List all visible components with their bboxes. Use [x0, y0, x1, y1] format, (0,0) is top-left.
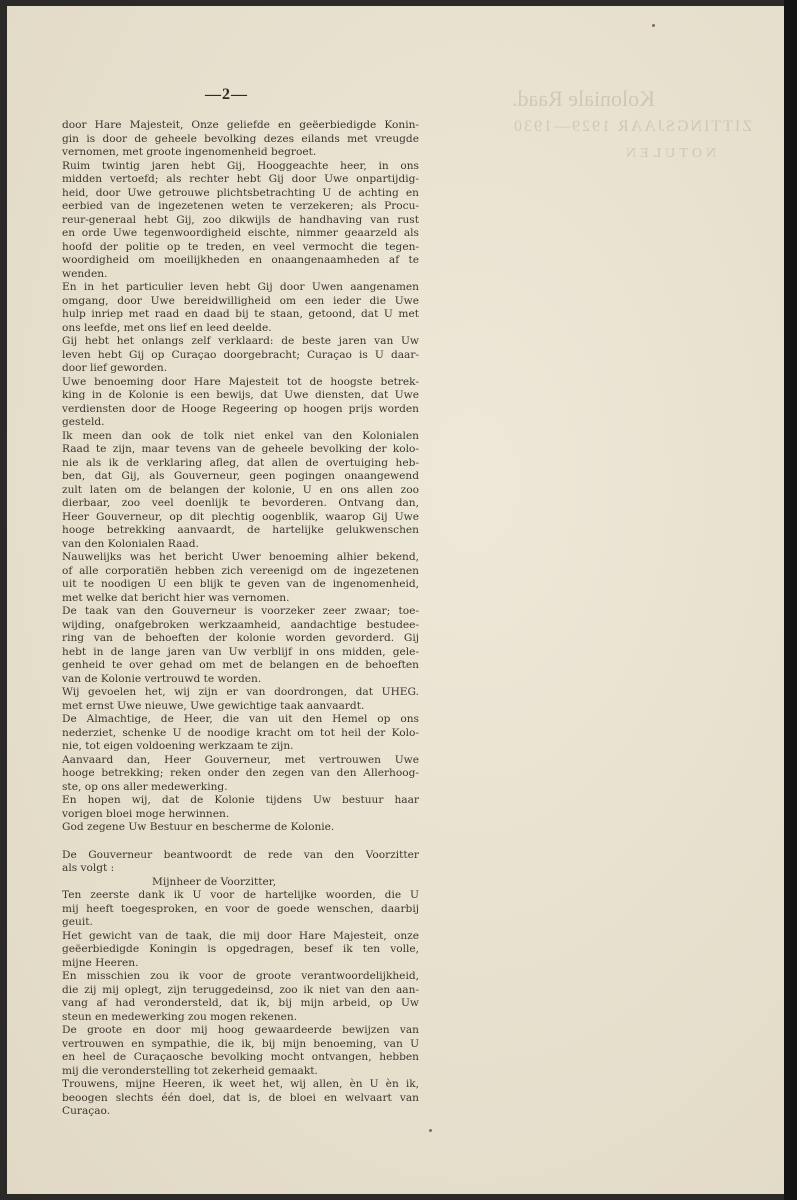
paragraph: [62, 605, 419, 686]
paragraph: [62, 1078, 419, 1119]
text-line: van den Kolonialen Raad.: [62, 537, 199, 550]
paragraph: [62, 160, 419, 282]
text-line: ben, dat Gij, als Gouverneur, geen pogingen onaangewend: [62, 470, 419, 482]
text-line: hebt in de lange jaren van Uw verblijf in ons midden, gele-: [62, 645, 419, 658]
paragraph: [62, 551, 419, 605]
text-line: Nauwelijks was het bericht Uwer benoeming alhier bekend,: [62, 551, 419, 563]
paragraph: [62, 1024, 419, 1078]
text-line: Mijnheer de Voorzitter,: [152, 875, 277, 888]
bleed-line-2: ZITTINGSJAAR 1929—1930: [512, 118, 752, 135]
bleed-line-3: NOTULEN: [622, 146, 717, 161]
text-line: De Almachtige, de Heer, die van uit den Hemel op ons: [62, 713, 419, 725]
paragraph: [62, 970, 419, 1024]
text-line: leven hebt Gij op Curaçao doorgebracht; Curaçao is U daar-: [62, 348, 419, 361]
text-line: steun en medewerking zou mogen rekenen.: [62, 1010, 298, 1023]
paragraph: [62, 335, 419, 376]
text-line: reur-generaal hebt Gij, zoo dikwijls de handhaving van rust: [62, 213, 419, 226]
margin-speck: [652, 24, 655, 27]
paragraph: [62, 876, 419, 890]
paragraph: [62, 281, 419, 335]
text-line: En in het particulier leven hebt Gij door Uwen aangenamen: [62, 281, 419, 293]
text-line: vertrouwen en sympathie, die ik, bij mijn benoeming, van U: [62, 1037, 419, 1050]
text-line: hoofd der politie op te treden, en veel vermocht die tegen-: [62, 240, 419, 253]
paragraph: [62, 430, 419, 552]
text-line: van de Kolonie vertrouwd te worden.: [62, 672, 262, 685]
text-line: mij heeft toegesproken, en voor de goede wenschen, daarbij: [62, 902, 419, 915]
text-line: De taak van den Gouverneur is voorzeker zeer zwaar; toe-: [62, 605, 419, 617]
text-line: Raad te zijn, maar tevens van de geheele bevolking der kolo-: [62, 443, 419, 455]
paragraph-gap: [62, 835, 419, 849]
text-line: gesteld.: [62, 416, 105, 428]
text-line: vernomen, met groote ingenomenheid begroet.: [62, 146, 317, 158]
paragraph: [62, 849, 419, 876]
text-line: wijding, onafgebroken werkzaamheid, aandachtige bestudee-: [62, 618, 419, 631]
paragraph: [62, 930, 419, 971]
text-line: wenden.: [62, 267, 108, 280]
text-line: midden vertoefd; als rechter hebt Gij door Uwe onpartijdig-: [62, 173, 419, 185]
text-line: En hopen wij, dat de Kolonie tijdens Uw bestuur haar: [62, 794, 419, 806]
text-line: nederziet, schenke U de noodige kracht om tot heil der Kolo-: [62, 726, 419, 739]
text-line: De Gouverneur beantwoordt de rede van den Voorzitter: [62, 848, 419, 861]
text-line: zult laten om de belangen der kolonie, U en ons allen zoo: [62, 483, 419, 496]
text-line: Uwe benoeming door Hare Majesteit tot de hoogste betrek-: [62, 375, 419, 388]
paragraph: [62, 376, 419, 430]
page-number: —2—: [205, 86, 248, 103]
text-line: omgang, door Uwe bereidwilligheid om een ieder die Uwe: [62, 294, 419, 307]
text-line: nie als ik de verklaring afleg, dat allen de overtuiging heb-: [62, 456, 419, 469]
text-line: hooge betrekking aanvaardt, de hartelijke gelukwenschen: [62, 524, 419, 536]
text-line: Gij hebt het onlangs zelf verklaard: de beste jaren van Uw: [62, 335, 419, 347]
text-line: En misschien zou ik voor de groote verantwoordelijkheid,: [62, 970, 419, 982]
body-text: [62, 119, 419, 1119]
text-line: Trouwens, mijne Heeren, ik weet het, wij allen, èn U èn ik,: [62, 1078, 419, 1090]
text-line: uit te noodigen U een blijk te geven van de ingenomenheid,: [62, 578, 419, 590]
text-line: Wij gevoelen het, wij zijn er van doordrongen, dat UHEG.: [62, 686, 419, 698]
text-line: genheid te over gehad om met de belangen en de behoeften: [62, 659, 419, 671]
text-line: door Hare Majesteit, Onze geliefde en geëerbiedigde Konin-: [62, 119, 419, 131]
margin-speck: [429, 1129, 432, 1132]
paragraph: [62, 686, 419, 713]
text-line: met ernst Uwe nieuwe, Uwe gewichtige taak aanvaardt.: [62, 699, 365, 712]
text-line: hulp inriep met raad en daad bij te staan, getoond, dat U met: [62, 308, 419, 320]
text-line: mijne Heeren.: [62, 956, 139, 969]
text-line: geuit.: [62, 916, 93, 928]
text-line: De groote en door mij hoog gewaardeerde bewijzen van: [62, 1024, 419, 1036]
paragraph: [62, 821, 419, 835]
text-line: die zij mij oplegt, zijn teruggedeinsd, zoo ik niet van den aan-: [62, 983, 419, 996]
text-line: eerbied van de ingezetenen weten te verzekeren; als Procu-: [62, 200, 419, 212]
text-line: nie, tot eigen voldoening werkzaam te zijn.: [62, 740, 294, 752]
text-line: en heel de Curaçaosche bevolking mocht ontvangen, hebben: [62, 1051, 419, 1063]
text-line: ste, op ons aller medewerking.: [62, 780, 228, 793]
text-line: ons leefde, met ons lief en leed deelde.: [62, 321, 272, 334]
text-line: heid, door Uwe getrouwe plichtsbetrachting U de achting en: [62, 186, 419, 199]
text-line: hooge betrekking; reken onder den zegen van den Allerhoog-: [62, 767, 419, 779]
text-line: mij die veronderstelling tot zekerheid gemaakt.: [62, 1064, 318, 1077]
paragraph: [62, 794, 419, 821]
text-line: als volgt :: [62, 862, 115, 874]
text-line: Ik meen dan ook de tolk niet enkel van den Kolonialen: [62, 429, 419, 442]
text-line: Curaçao.: [62, 1105, 111, 1117]
scan-border: [784, 0, 797, 1200]
text-line: door lief geworden.: [62, 362, 168, 374]
text-line: vorigen bloei moge herwinnen.: [62, 807, 230, 820]
text-line: God zegene Uw Bestuur en bescherme de Kolonie.: [62, 821, 335, 833]
text-line: gin is door de geheele bevolking dezes eilands met vreugde: [62, 132, 419, 145]
bleed-through-text: [512, 86, 782, 162]
text-line: woordigheid om moeilijkheden en onaangenaamheden af te: [62, 254, 419, 266]
bleed-line-1: Koloniale Raad.: [512, 86, 655, 111]
text-line: ring van de behoeften der kolonie worden gevorderd. Gij: [62, 632, 419, 644]
text-line: Aanvaard dan, Heer Gouverneur, met vertrouwen Uwe: [62, 753, 419, 766]
paragraph: [62, 889, 419, 930]
paragraph: [62, 754, 419, 795]
text-line: en orde Uwe tegenwoordigheid eischte, nimmer geaarzeld als: [62, 227, 419, 239]
text-line: met welke dat bericht hier was vernomen.: [62, 591, 290, 604]
paragraph: [62, 119, 419, 160]
text-line: king in de Kolonie is een bewijs, dat Uwe diensten, dat Uwe: [62, 389, 419, 401]
text-line: verdiensten door de Hooge Regeering op hoogen prijs worden: [62, 402, 419, 415]
text-line: geëerbiedigde Koningin is opgedragen, besef ik ten volle,: [62, 943, 419, 955]
text-line: Ruim twintig jaren hebt Gij, Hooggeachte heer, in ons: [62, 159, 419, 172]
paragraph: [62, 713, 419, 754]
text-line: Ten zeerste dank ik U voor de hartelijke woorden, die U: [62, 889, 419, 901]
text-line: Het gewicht van de taak, die mij door Hare Majesteit, onze: [62, 929, 419, 942]
text-line: dierbaar, zoo veel doenlijk te bevorderen. Ontvang dan,: [62, 497, 419, 509]
text-line: of alle corporatiën hebben zich vereenigd om de ingezetenen: [62, 564, 419, 577]
text-line: vang af had verondersteld, dat ik, bij mijn arbeid, op Uw: [62, 997, 419, 1009]
text-line: beoogen slechts één doel, dat is, de bloei en welvaart van: [62, 1091, 419, 1104]
text-line: Heer Gouverneur, op dit plechtig oogenblik, waarop Gij Uwe: [62, 510, 419, 523]
